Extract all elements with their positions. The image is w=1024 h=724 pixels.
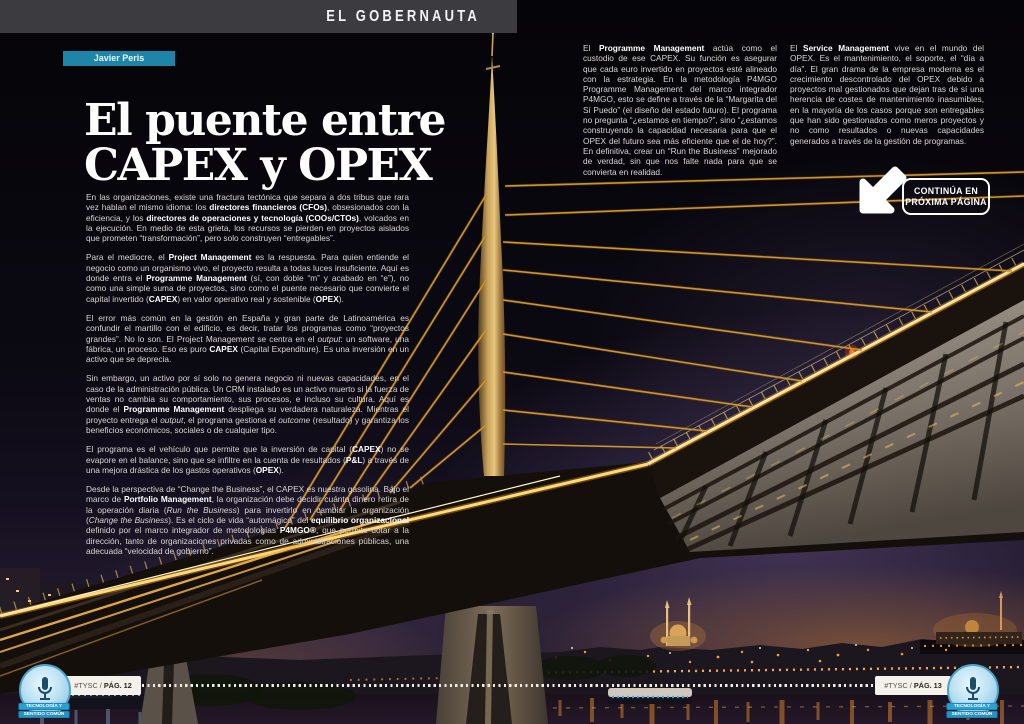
author-chip: Javier Peris xyxy=(63,51,175,66)
body-paragraph: El Service Management vive en el mundo del OPEX. Es el mantenimiento, el soporte, el “día a día”. El gran drama de la empresa moderna es el crecimiento descontrolado del OPEX debido a proyectos mal gestionados que dejan tras de sí una herencia de costes de mantenimiento inasumibles, en la mayoría de los casos porque son entregables que han sido gestionados como meros proyectos y no como resultados o nuevas capacidades generados a través de la gestión de programas. xyxy=(790,43,985,146)
tysc-logo-ribbon xyxy=(940,702,1004,718)
page-number-left xyxy=(65,676,141,695)
tysc-logo-ribbon xyxy=(12,702,76,718)
masthead-bar xyxy=(0,0,517,33)
article-title-line2: CAPEX y OPEX xyxy=(84,140,432,191)
logo-ribbon-line1: TECNOLOGÍA Y xyxy=(18,703,69,710)
continue-next-page-badge[interactable] xyxy=(902,178,990,215)
body-paragraph: Para el mediocre, el Project Management es la respuesta. Para quien entiende el negocio como un organismo vivo, el proyecto resulta a todas luces insuficiente. Aquí es donde entra el Programme Management (sí, con doble “m” y acabado en “e”), no como una simple suma de proyectos, sino como el puente necesario que convierte el capital invertido (CAPEX) en valor operativo real y sostenible (OPEX). xyxy=(86,252,410,304)
article-title-line1: El puente entre xyxy=(84,95,445,146)
body-paragraph: El error más común en la gestión en España y gran parte de Latinoamérica es confundir el martillo con el edificio, es decir, tratar los programas como “proyectos grandes”. No lo son. El Project Management se centra en el output: un software, una fábrica, un proceso. Eso es puro CAPEX (Capital Expenditure). Es una inversión en un activo que se deprecia. xyxy=(86,312,409,365)
footer-dotted-line xyxy=(142,684,876,687)
page-number-right xyxy=(875,676,951,695)
tysc-logo-left xyxy=(14,664,74,724)
continue-badge-line1: CONTINÚA EN xyxy=(913,186,979,196)
masthead-title: EL GOBERNAUTA xyxy=(326,6,480,25)
body-paragraph: El programa es el vehículo que permite que la inversión de capital (CAPEX) no se evapore en el balance, sino que se infiltre en la cuenta de resultados (P&L) a través de una mejora drástica de los gastos operativos (OPEX). xyxy=(86,444,409,475)
body-paragraph: En las organizaciones, existe una fractura tectónica que separa a dos tribus que rara vez hablan el mismo idioma: los directores financieros (CFOs), obsesionados con la eficiencia, y los directores de operaciones y tecnología (COOs/CTOs), volcados en la ejecución. En medio de esta grieta, los recursos se pierden en proyectos aislados que prometen “transformación”, pero solo construyen “entregables”. xyxy=(86,192,409,244)
body-paragraph: Sin embargo, un activo por sí solo no genera negocio ni nuevas capacidades, en el caso de la administración pública. Un CRM instalado es un activo muerto si la fuerza de ventas no cambia su comportamiento, sus procesos, e incluso su cultura. Aquí es donde el Programme Management despliega su verdadera naturaleza. Mientras el proyecto entrega el output, el programa gestiona el outcome (resultado) y garantiza los beneficios económicos, sociales o de cualquier tipo. xyxy=(86,373,410,435)
article-title xyxy=(84,95,445,191)
footer-page: PÁG. 13 xyxy=(913,681,942,690)
logo-ribbon-line2: SENTIDO COMÚN xyxy=(946,710,997,717)
left-page-column xyxy=(86,192,409,556)
footer-tag: #TYSC / xyxy=(74,681,104,690)
continue-badge-line2: PRÓXIMA PÁGINA xyxy=(905,196,987,207)
body-paragraph: El Programme Management actúa como el custodio de ese CAPEX. Su función es asegurar que cada euro invertido en proyectos esté alineado con la estrategia. En la metodología P4MGO Programme Management del marco integrador P4MGO, esto se define a través de la “Margarita del Sí Puedo” (el diseño del estado futuro). El programa no pregunta “¿estamos en tiempo?”, sino “¿estamos construyendo la capacidad necesaria para que el OPEX del futuro sea más eficiente que el de hoy?”. En definitiva, crear un “Run the Business” mejorado de verdad, sin que nos falte nada para que se convierta en realidad. xyxy=(583,43,777,177)
logo-ribbon-line1: TECNOLOGÍA Y xyxy=(946,703,997,710)
microphone-icon xyxy=(35,675,55,705)
right-page-column-2 xyxy=(790,43,984,146)
logo-ribbon-line2: SENTIDO COMÚN xyxy=(18,710,69,717)
footer-tag: #TYSC / xyxy=(884,681,914,690)
tysc-logo-right xyxy=(942,664,1002,724)
body-paragraph: Desde la perspectiva de “Change the Business”, el CAPEX es nuestra gasolina. Bajo el marco de Portfolio Management, la organización debe decidir cuánto dinero retira de la operación diaria (Run the Business) para invertirlo en cambiar la organización (Change the Business). Es el ciclo de vida “automágico” del equilibrio organizacional definido por el marco integrador de metodologías P4MGO®, que permite dotar a la dirección, tanto de organizaciones privadas como de administraciones públicas, una adecuada “velocidad de gobierno”. xyxy=(86,484,410,556)
footer-page: PÁG. 12 xyxy=(103,681,132,690)
right-page-column-1 xyxy=(583,43,777,177)
microphone-icon xyxy=(963,675,983,705)
